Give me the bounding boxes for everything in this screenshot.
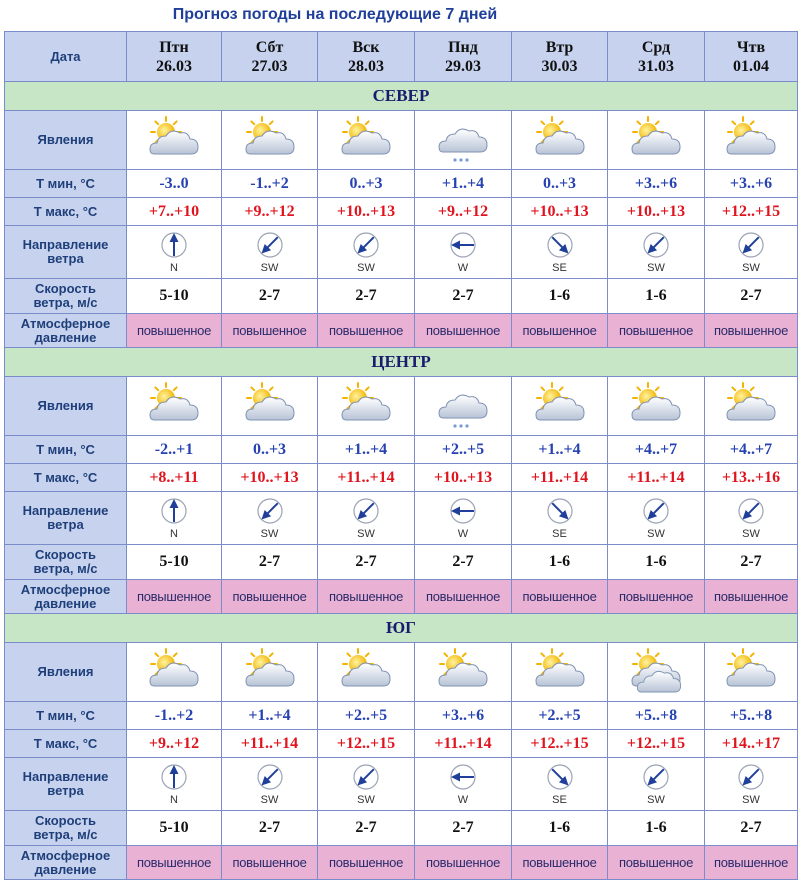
wind-direction-cell: [705, 492, 798, 545]
pressure-label: [5, 846, 127, 880]
wind-speed-row: [5, 545, 798, 580]
pressure-value: повышенное: [127, 314, 222, 348]
day-header: [222, 32, 318, 82]
wind-direction-text: SW: [260, 528, 279, 540]
pressure-label-text: давление: [34, 861, 97, 877]
region-row: [5, 614, 798, 643]
wind-direction-label-text: ветра: [47, 251, 84, 266]
wind-direction-text: SW: [357, 528, 375, 540]
wind-direction-cell: [222, 758, 318, 811]
wind-speed-label-text: ветра, м/с: [33, 295, 98, 310]
wind-direction: [318, 496, 414, 540]
sun-cloud-icon: [512, 111, 608, 170]
tmax-value: +9..+12: [415, 198, 512, 226]
sun-cloud-icon: [608, 111, 705, 170]
wind-speed-value: 2-7: [705, 279, 798, 314]
tmin-label: [5, 702, 127, 730]
pressure-value: повышенное: [608, 846, 705, 880]
wind-arrow-icon: [641, 230, 671, 260]
wind-direction-text: SE: [552, 262, 567, 274]
wind-speed-value: 1-6: [608, 545, 705, 580]
wind-direction: [318, 230, 414, 274]
phenomena-label-text: Явления: [37, 664, 94, 679]
tmax-value: +9..+12: [222, 198, 318, 226]
wind-direction-cell: [318, 492, 415, 545]
pressure-label-text: давление: [34, 329, 97, 345]
wind-arrow-icon: [159, 496, 189, 526]
day-of-week: Сбт: [255, 38, 284, 56]
wind-direction: [705, 230, 797, 274]
tmin-label-text: Т мин, °С: [36, 707, 95, 723]
wind-arrow-icon: [448, 230, 478, 260]
sun-cloud-icon: [705, 111, 798, 170]
region-name: СЕВЕР: [372, 86, 430, 105]
pressure-value: повышенное: [512, 314, 608, 348]
sun-clouds-icon: [608, 643, 705, 702]
tmax-label-text: Т макс, °С: [33, 735, 98, 751]
wind-speed-value: 2-7: [222, 279, 318, 314]
tmin-value: +1..+4: [222, 702, 318, 730]
pressure-label-text: Атмосферное: [20, 315, 111, 331]
wind-direction-text: SW: [260, 794, 279, 806]
wind-arrow-icon: [255, 230, 285, 260]
wind-direction-label-text: ветра: [47, 517, 84, 532]
tmax-value: +10..+13: [318, 198, 415, 226]
wind-speed-value: 2-7: [318, 545, 415, 580]
wind-speed-value: 5-10: [127, 545, 222, 580]
sun-cloud-icon: [705, 643, 798, 702]
pressure-label-text: Атмосферное: [20, 847, 111, 863]
wind-direction-text: SW: [647, 794, 665, 806]
phenomena-label: [5, 643, 127, 702]
tmin-label-text: Т мин, °С: [36, 441, 95, 457]
tmin-value: +4..+7: [608, 436, 705, 464]
tmax-value: +11..+14: [222, 730, 318, 758]
pressure-label: [5, 580, 127, 614]
pressure-value: повышенное: [415, 314, 512, 348]
wind-direction-cell: [512, 492, 608, 545]
wind-speed-label-text: ветра, м/с: [33, 561, 98, 576]
tmin-value: +2..+5: [318, 702, 415, 730]
sun-cloud-icon: [127, 643, 222, 702]
wind-direction-label-text: Направление: [22, 503, 109, 518]
day-date: 29.03: [445, 57, 481, 75]
pressure-value: повышенное: [318, 314, 415, 348]
tmax-row: [5, 730, 798, 758]
wind-speed-value: 1-6: [608, 279, 705, 314]
wind-direction-text: W: [457, 262, 469, 274]
wind-direction: [415, 230, 511, 274]
wind-direction-text: W: [457, 794, 469, 806]
wind-direction-text: SW: [647, 262, 665, 274]
day-of-week: Вск: [352, 38, 380, 56]
pressure-value: повышенное: [318, 580, 415, 614]
pressure-row: [5, 314, 798, 348]
sun-cloud-icon: [318, 377, 415, 436]
sun-cloud-icon: [512, 377, 608, 436]
day-date: 27.03: [251, 57, 288, 75]
wind-direction-cell: [608, 226, 705, 279]
wind-direction: [222, 762, 317, 806]
tmax-value: +13..+16: [705, 464, 798, 492]
tmax-row: [5, 464, 798, 492]
wind-direction-text: SE: [552, 528, 567, 540]
wind-direction-text: SW: [357, 262, 375, 274]
wind-direction-text: N: [170, 262, 178, 274]
tmax-label: [5, 464, 127, 492]
wind-direction-text: SW: [260, 262, 279, 274]
region-header: [5, 614, 798, 643]
wind-direction-text: W: [457, 528, 469, 540]
region-row: [5, 348, 798, 377]
wind-direction-text: N: [170, 794, 178, 806]
day-date: 28.03: [348, 57, 384, 75]
wind-direction-text: SW: [742, 262, 760, 274]
wind-direction: [608, 230, 704, 274]
tmin-value: +3..+6: [705, 170, 798, 198]
day-date: 01.04: [733, 57, 769, 75]
wind-speed-value: 2-7: [415, 811, 512, 846]
day-header: [512, 32, 608, 82]
tmax-value: +7..+10: [127, 198, 222, 226]
phenomena-label: [5, 111, 127, 170]
wind-speed-label-text: Скорость: [35, 547, 96, 562]
wind-arrow-icon: [736, 496, 766, 526]
wind-arrow-icon: [255, 762, 285, 792]
wind-arrow-icon: [448, 496, 478, 526]
wind-speed-value: 2-7: [415, 545, 512, 580]
wind-direction-text: SE: [552, 794, 567, 806]
phenomena-label: [5, 377, 127, 436]
wind-direction-cell: [415, 226, 512, 279]
wind-speed-label-text: Скорость: [35, 281, 96, 296]
tmax-value: +10..+13: [222, 464, 318, 492]
pressure-value: повышенное: [222, 314, 318, 348]
pressure-value: повышенное: [512, 846, 608, 880]
wind-direction-row: [5, 758, 798, 811]
wind-direction: [127, 230, 221, 274]
phenomena-row: [5, 377, 798, 436]
pressure-value: повышенное: [512, 580, 608, 614]
tmin-value: -2..+1: [127, 436, 222, 464]
pressure-value: повышенное: [705, 580, 798, 614]
wind-speed-value: 5-10: [127, 279, 222, 314]
wind-direction-cell: [318, 758, 415, 811]
tmax-row: [5, 198, 798, 226]
sun-cloud-icon: [127, 111, 222, 170]
sun-cloud-icon: [318, 111, 415, 170]
wind-speed-value: 2-7: [318, 279, 415, 314]
wind-direction: [608, 762, 704, 806]
tmin-value: +2..+5: [415, 436, 512, 464]
day-of-week: Птн: [159, 38, 189, 56]
pressure-value: повышенное: [705, 314, 798, 348]
wind-direction-text: SW: [647, 528, 665, 540]
wind-direction: [415, 496, 511, 540]
pressure-value: повышенное: [222, 846, 318, 880]
wind-speed-label: [5, 279, 127, 314]
wind-direction-label: [5, 226, 127, 279]
wind-direction: [222, 496, 317, 540]
wind-speed-value: 2-7: [318, 811, 415, 846]
wind-direction-label: [5, 492, 127, 545]
wind-direction: [705, 496, 797, 540]
wind-speed-value: 5-10: [127, 811, 222, 846]
tmin-value: +5..+8: [608, 702, 705, 730]
pressure-value: повышенное: [415, 580, 512, 614]
wind-direction-label-text: ветра: [47, 783, 84, 798]
tmin-value: -3..0: [127, 170, 222, 198]
wind-direction: [127, 496, 221, 540]
wind-direction-cell: [127, 758, 222, 811]
wind-arrow-icon: [351, 496, 381, 526]
wind-speed-label: [5, 811, 127, 846]
wind-speed-row: [5, 279, 798, 314]
day-date: 31.03: [638, 57, 674, 75]
tmin-value: +1..+4: [318, 436, 415, 464]
day-header: [608, 32, 705, 82]
tmax-value: +11..+14: [318, 464, 415, 492]
wind-direction-cell: [512, 226, 608, 279]
tmin-value: +2..+5: [512, 702, 608, 730]
tmax-label: [5, 198, 127, 226]
date-header: Дата: [5, 32, 127, 82]
sun-cloud-icon: [705, 377, 798, 436]
page-title: Прогноз погоды на последующие 7 дней: [172, 6, 498, 23]
day-header: [415, 32, 512, 82]
region-name: ЮГ: [386, 618, 416, 637]
pressure-label-text: давление: [34, 595, 97, 611]
pressure-value: повышенное: [608, 314, 705, 348]
cloud-snow-icon: [415, 377, 512, 436]
wind-speed-value: 2-7: [705, 545, 798, 580]
sun-cloud-icon: [222, 377, 318, 436]
tmax-value: +11..+14: [512, 464, 608, 492]
wind-direction: [127, 762, 221, 806]
tmax-value: +12..+15: [705, 198, 798, 226]
wind-speed-label-text: ветра, м/с: [33, 827, 98, 842]
phenomena-row: [5, 111, 798, 170]
wind-speed-value: 1-6: [512, 545, 608, 580]
phenomena-label-text: Явления: [37, 132, 94, 147]
wind-direction-row: [5, 226, 798, 279]
wind-speed-row: [5, 811, 798, 846]
wind-arrow-icon: [159, 230, 189, 260]
tmax-value: +8..+11: [127, 464, 222, 492]
day-date: 30.03: [541, 57, 578, 75]
sun-cloud-icon: [127, 377, 222, 436]
sun-cloud-icon: [318, 643, 415, 702]
wind-arrow-icon: [545, 230, 575, 260]
tmax-value: +14..+17: [705, 730, 798, 758]
wind-speed-value: 2-7: [415, 279, 512, 314]
wind-arrow-icon: [159, 762, 189, 792]
wind-arrow-icon: [641, 762, 671, 792]
tmin-value: +3..+6: [415, 702, 512, 730]
wind-direction-cell: [127, 226, 222, 279]
phenomena-label-text: Явления: [37, 398, 94, 413]
tmax-label-text: Т макс, °С: [33, 203, 98, 219]
tmin-value: -1..+2: [127, 702, 222, 730]
pressure-value: повышенное: [705, 846, 798, 880]
tmin-label-text: Т мин, °С: [36, 175, 95, 191]
pressure-value: повышенное: [608, 580, 705, 614]
tmin-value: +5..+8: [705, 702, 798, 730]
day-of-week: Пнд: [448, 38, 478, 56]
wind-direction: [415, 762, 511, 806]
tmax-value: +10..+13: [415, 464, 512, 492]
wind-speed-label-text: Скорость: [35, 813, 96, 828]
wind-direction: [608, 496, 704, 540]
forecast-table: [4, 31, 798, 880]
day-of-week: Срд: [641, 38, 671, 56]
wind-direction-label-text: Направление: [22, 237, 109, 252]
phenomena-row: [5, 643, 798, 702]
tmin-label: [5, 436, 127, 464]
tmin-value: -1..+2: [222, 170, 318, 198]
tmin-value: 0..+3: [318, 170, 415, 198]
wind-direction-text: SW: [357, 794, 375, 806]
wind-direction: [705, 762, 797, 806]
sun-cloud-icon: [415, 643, 512, 702]
wind-speed-value: 2-7: [705, 811, 798, 846]
tmax-label: [5, 730, 127, 758]
header-row: [5, 32, 798, 82]
tmin-row: [5, 170, 798, 198]
tmax-value: +12..+15: [512, 730, 608, 758]
wind-speed-value: 2-7: [222, 545, 318, 580]
pressure-value: повышенное: [222, 580, 318, 614]
region-header: [5, 82, 798, 111]
cloud-snow-icon: [415, 111, 512, 170]
wind-direction-cell: [705, 758, 798, 811]
wind-direction-cell: [512, 758, 608, 811]
tmin-value: 0..+3: [222, 436, 318, 464]
wind-direction-cell: [127, 492, 222, 545]
wind-direction: [318, 762, 414, 806]
sun-cloud-icon: [222, 111, 318, 170]
wind-direction-cell: [608, 492, 705, 545]
sun-cloud-icon: [512, 643, 608, 702]
pressure-value: повышенное: [127, 580, 222, 614]
wind-arrow-icon: [255, 496, 285, 526]
tmax-value: +10..+13: [608, 198, 705, 226]
wind-direction: [222, 230, 317, 274]
wind-direction-label-text: Направление: [22, 769, 109, 784]
wind-direction: [512, 230, 607, 274]
tmin-value: +1..+4: [512, 436, 608, 464]
day-of-week: Втр: [545, 38, 574, 56]
tmin-value: +3..+6: [608, 170, 705, 198]
sun-cloud-icon: [608, 377, 705, 436]
wind-arrow-icon: [641, 496, 671, 526]
wind-direction: [512, 496, 607, 540]
pressure-label-text: Атмосферное: [20, 581, 111, 597]
tmax-value: +12..+15: [318, 730, 415, 758]
wind-direction-cell: [608, 758, 705, 811]
region-row: [5, 82, 798, 111]
pressure-label: [5, 314, 127, 348]
tmax-value: +10..+13: [512, 198, 608, 226]
tmin-row: [5, 436, 798, 464]
pressure-value: повышенное: [127, 846, 222, 880]
wind-direction-cell: [415, 758, 512, 811]
wind-arrow-icon: [351, 762, 381, 792]
wind-speed-value: 1-6: [512, 811, 608, 846]
wind-direction-text: SW: [742, 528, 760, 540]
day-header: [705, 32, 798, 82]
wind-direction-cell: [415, 492, 512, 545]
day-header: [127, 32, 222, 82]
wind-arrow-icon: [448, 762, 478, 792]
wind-speed-label: [5, 545, 127, 580]
wind-direction-cell: [222, 492, 318, 545]
pressure-value: повышенное: [318, 846, 415, 880]
wind-direction-text: N: [170, 528, 178, 540]
tmax-value: +12..+15: [608, 730, 705, 758]
tmin-label: [5, 170, 127, 198]
wind-arrow-icon: [736, 762, 766, 792]
wind-arrow-icon: [736, 230, 766, 260]
wind-speed-value: 1-6: [608, 811, 705, 846]
tmin-value: +1..+4: [415, 170, 512, 198]
wind-direction-row: [5, 492, 798, 545]
tmin-value: 0..+3: [512, 170, 608, 198]
wind-speed-value: 1-6: [512, 279, 608, 314]
wind-speed-value: 2-7: [222, 811, 318, 846]
day-header: [318, 32, 415, 82]
region-name: ЦЕНТР: [371, 352, 431, 371]
tmax-value: +11..+14: [415, 730, 512, 758]
wind-arrow-icon: [351, 230, 381, 260]
sun-cloud-icon: [222, 643, 318, 702]
pressure-row: [5, 580, 798, 614]
wind-direction-cell: [318, 226, 415, 279]
tmax-label-text: Т макс, °С: [33, 469, 98, 485]
region-header: [5, 348, 798, 377]
tmin-value: +4..+7: [705, 436, 798, 464]
wind-direction-text: SW: [742, 794, 760, 806]
wind-arrow-icon: [545, 762, 575, 792]
pressure-row: [5, 846, 798, 880]
day-date: 26.03: [156, 57, 192, 75]
wind-direction-cell: [222, 226, 318, 279]
wind-direction-label: [5, 758, 127, 811]
day-of-week: Чтв: [736, 38, 766, 56]
tmin-row: [5, 702, 798, 730]
wind-direction: [512, 762, 607, 806]
tmax-value: +9..+12: [127, 730, 222, 758]
wind-direction-cell: [705, 226, 798, 279]
pressure-value: повышенное: [415, 846, 512, 880]
tmax-value: +11..+14: [608, 464, 705, 492]
wind-arrow-icon: [545, 496, 575, 526]
